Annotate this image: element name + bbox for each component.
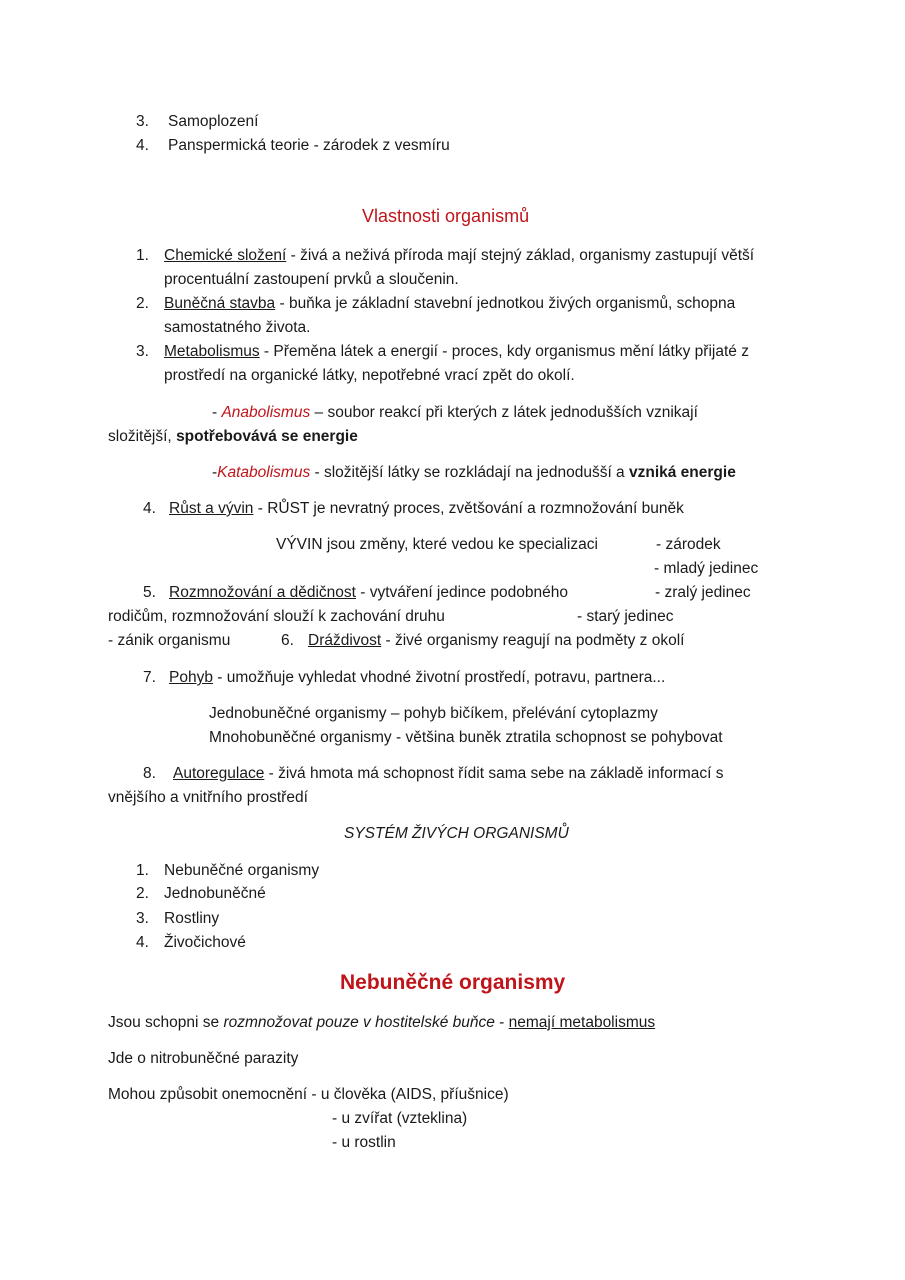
list-number: 6. <box>281 632 294 649</box>
description: – soubor reakcí při kterých z látek jednodušších vznikají <box>310 404 698 421</box>
list-number: 4. <box>136 934 149 951</box>
list-number: 3. <box>136 910 149 927</box>
property-reproduction <box>169 583 568 603</box>
property-chemical-composition <box>164 246 754 266</box>
section-heading: Vlastnosti organismů <box>362 206 530 226</box>
property-growth <box>169 499 684 519</box>
acellular-heading: Nebuněčné organismy <box>340 971 566 994</box>
acellular-paragraph-2: Jde o nitrobuněčné parazity <box>108 1050 299 1067</box>
list-item <box>136 112 149 132</box>
term: Autoregulace <box>173 765 265 782</box>
term: Anabolismus <box>221 404 311 421</box>
anabolism-line-2: složitější, spotřebovává se energie <box>108 428 358 445</box>
description-line: vnějšího a vnitřního prostředí <box>108 789 308 806</box>
list-item-text: Panspermická teorie - zárodek z vesmíru <box>168 137 450 154</box>
list-number: 2. <box>136 295 149 312</box>
description-line: procentuální zastoupení prvků a sloučenin. <box>164 271 459 288</box>
system-item: Jednobuněčné <box>164 885 266 902</box>
list-number: 4. <box>143 500 156 517</box>
term: Katabolismus <box>217 464 311 481</box>
description-line: prostředí na organické látky, nepotřebné vrací zpět do okolí. <box>164 367 575 384</box>
stage-item: - zánik organismu <box>108 632 231 649</box>
system-item: Živočichové <box>164 934 246 951</box>
term: Rozmnožování a dědičnost <box>169 584 356 601</box>
description: - živé organismy reagují na podměty z okolí <box>381 632 685 649</box>
disease-plants: - u rostlin <box>332 1134 396 1151</box>
description: - Přeměna látek a energií - proces, kdy organismus mění látky přijaté z <box>259 343 749 360</box>
description: - umožňuje vyhledat vhodné životní prostředí, potravu, partnera... <box>212 669 666 686</box>
list-item-text: Samoplození <box>168 113 259 130</box>
system-item: Nebuněčné organismy <box>164 862 320 879</box>
disease-animals: - u zvířat (vzteklina) <box>332 1110 468 1127</box>
description: - složitější látky se rozkládají na jednodušší a <box>310 464 629 481</box>
emphasis: vzniká energie <box>628 464 736 481</box>
term: Metabolismus <box>164 343 260 360</box>
list-number: 2. <box>136 885 149 902</box>
list-number: 7. <box>143 669 156 686</box>
stage-item: - starý jedinec <box>577 608 674 625</box>
property-cell-structure <box>164 294 735 314</box>
list-number: 8. <box>143 765 156 782</box>
list-number: 3. <box>136 343 149 360</box>
term: Dráždivost <box>308 632 382 649</box>
list-number: 5. <box>143 584 156 601</box>
stage-item: - zárodek <box>656 536 721 553</box>
term: Pohyb <box>169 669 213 686</box>
movement-unicellular: Jednobuněčné organismy – pohyb bičíkem, přelévání cytoplazmy <box>209 705 658 722</box>
acellular-paragraph-1: Jsou schopni se rozmnožovat pouze v hostitelské buňce - nemají metabolismus <box>108 1014 656 1031</box>
description-line: rodičům, rozmnožování slouží k zachování druhu <box>108 608 445 625</box>
term: Růst a vývin <box>169 500 254 517</box>
description-line: samostatného života. <box>164 319 311 336</box>
term: Buněčná stavba <box>164 295 276 312</box>
list-number: 4. <box>136 137 149 154</box>
list-number: 1. <box>136 247 149 264</box>
list-number: 3. <box>136 113 149 130</box>
development-line: VÝVIN jsou změny, které vedou ke specializaci <box>276 536 598 553</box>
property-movement <box>169 668 665 688</box>
description: - vytváření jedince podobného <box>355 584 568 601</box>
description: - živá a neživá příroda mají stejný základ, organismy zastupují větší <box>286 247 755 264</box>
system-heading: SYSTÉM ŽIVÝCH ORGANISMŮ <box>344 825 569 842</box>
acellular-paragraph-3: Mohou způsobit onemocnění - u člověka (AIDS, příušnice) <box>108 1086 509 1103</box>
description: - RŮST je nevratný proces, zvětšování a rozmnožování buněk <box>253 500 684 517</box>
description: - živá hmota má schopnost řídit sama sebe na základě informací s <box>264 765 724 782</box>
list-number: 1. <box>136 862 149 879</box>
system-item: Rostliny <box>164 910 220 927</box>
movement-multicellular: Mnohobuněčné organismy - většina buněk ztratila schopnost se pohybovat <box>209 729 723 746</box>
anabolism-line: - Anabolismus – soubor reakcí při kterých z látek jednodušších vznikají <box>212 404 698 421</box>
description: - buňka je základní stavební jednotkou živých organismů, schopna <box>275 295 736 312</box>
stage-item: - mladý jedinec <box>654 560 759 577</box>
property-metabolism <box>164 342 749 362</box>
catabolism-line: -Katabolismus - složitější látky se rozkládají na jednodušší a vzniká energie <box>212 464 736 481</box>
property-autoregulation <box>173 764 724 784</box>
stage-item: - zralý jedinec <box>655 584 751 601</box>
emphasis: spotřebovává se energie <box>176 428 358 445</box>
term: Chemické složení <box>164 247 287 264</box>
property-irritability <box>308 631 684 651</box>
list-item <box>136 136 149 156</box>
